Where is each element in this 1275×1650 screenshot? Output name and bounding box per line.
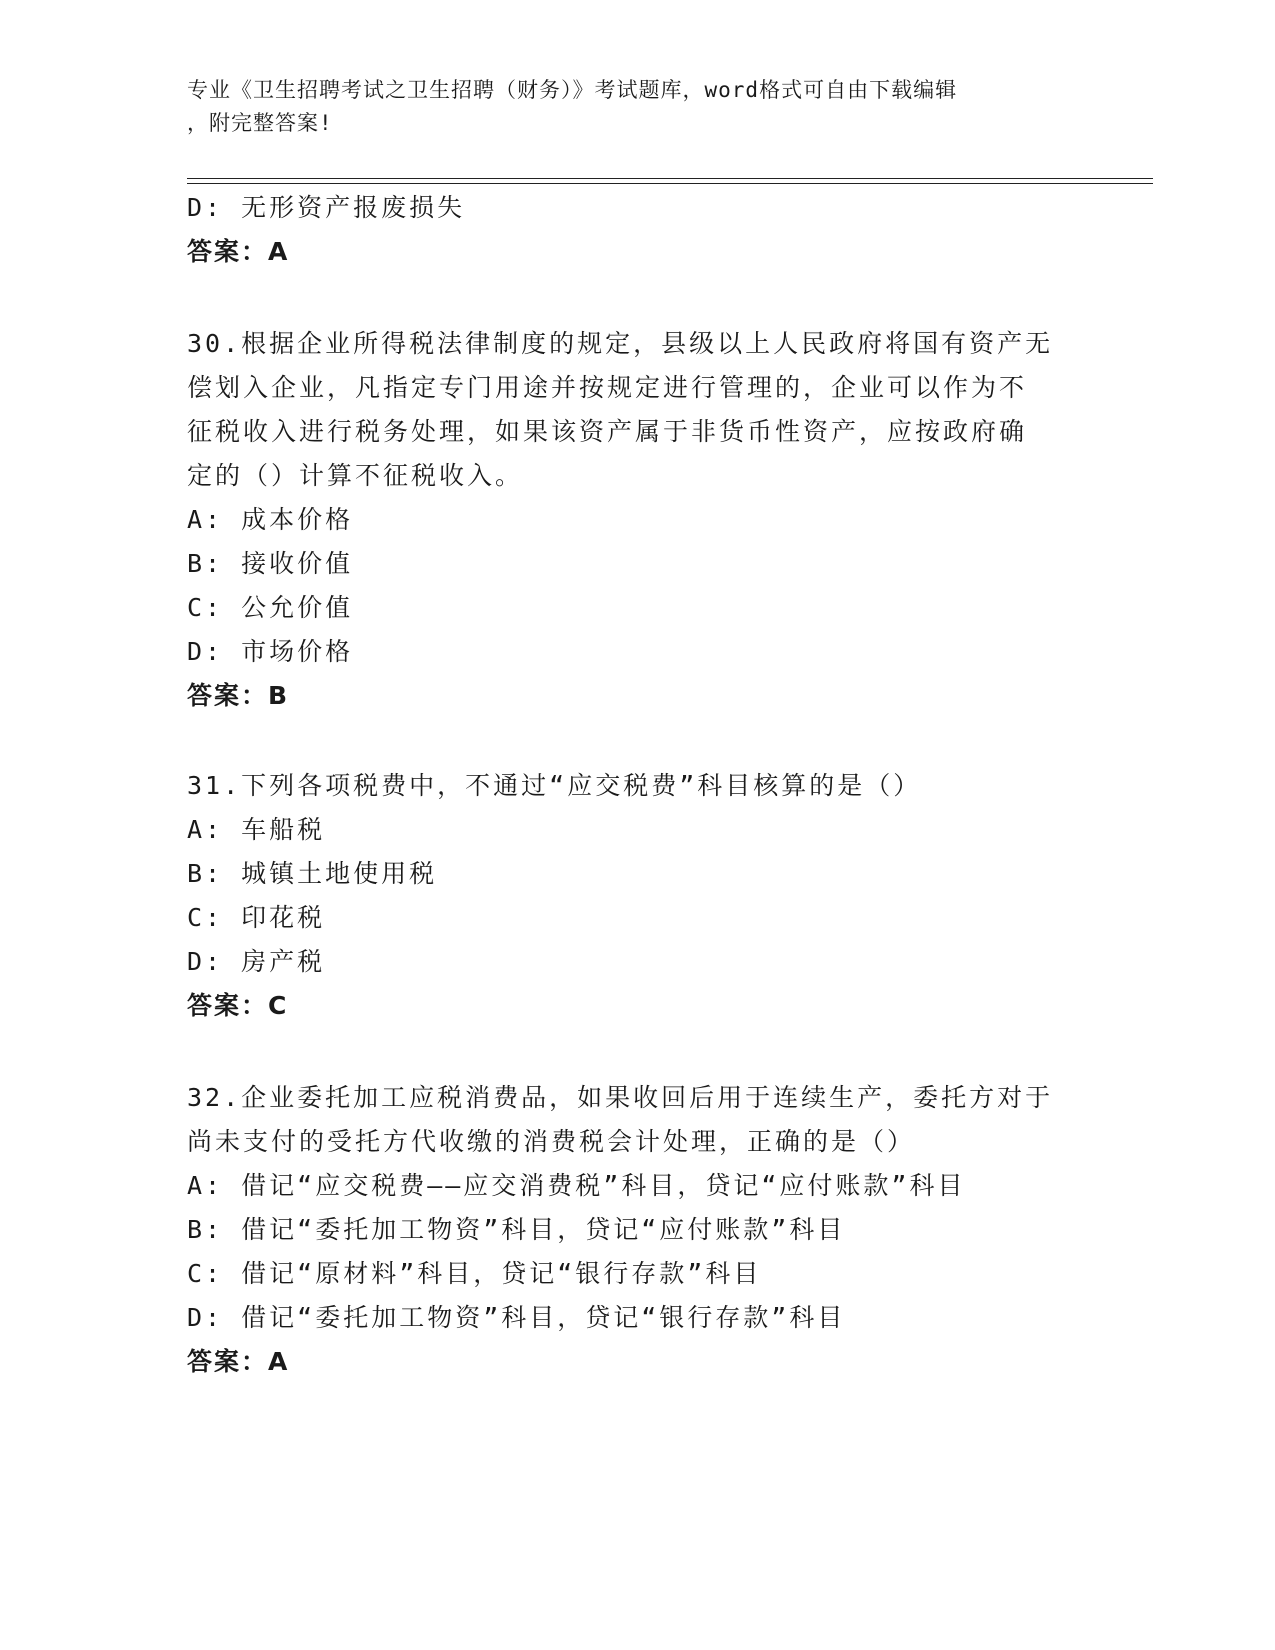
q32-option-b: B: 借记“委托加工物资”科目，贷记“应付账款”科目 [187,1215,846,1244]
header-line-2: ，附完整答案! [187,111,333,135]
q32-stem-line-2: 尚未支付的受托方代收缴的消费税会计处理，正确的是（） [187,1127,916,1156]
q32-stem-line-1: 32.企业委托加工应税消费品，如果收回后用于连续生产，委托方对于 [187,1083,1054,1112]
header-rule-top [187,178,1153,179]
q31-option-d: D: 房产税 [187,947,326,976]
q31-option-a: A: 车船税 [187,815,326,844]
q30-option-d: D: 市场价格 [187,637,354,666]
q32-option-c: C: 借记“原材料”科目，贷记“银行存款”科目 [187,1259,762,1288]
q31-option-c: C: 印花税 [187,903,326,932]
q31-answer: 答案：C [187,991,289,1020]
q30-stem-line-1: 30.根据企业所得税法律制度的规定，县级以上人民政府将国有资产无 [187,329,1054,358]
prev-option-d: D: 无形资产报废损失 [187,193,466,222]
q32-option-d: D: 借记“委托加工物资”科目，贷记“银行存款”科目 [187,1303,846,1332]
prev-answer: 答案：A [187,237,290,266]
q30-option-b: B: 接收价值 [187,549,354,578]
q32-answer: 答案：A [187,1347,290,1376]
q30-option-a: A: 成本价格 [187,505,354,534]
q30-option-c: C: 公允价值 [187,593,354,622]
q30-stem-line-2: 偿划入企业，凡指定专门用途并按规定进行管理的，企业可以作为不 [187,373,1028,402]
q30-answer: 答案：B [187,681,290,710]
q32-option-a: A: 借记“应交税费——应交消费税”科目，贷记“应付账款”科目 [187,1171,966,1200]
header-rule-bottom [187,183,1153,184]
q31-option-b: B: 城镇土地使用税 [187,859,438,888]
header-line-1: 专业《卫生招聘考试之卫生招聘（财务）》考试题库，word格式可自由下载编辑 [187,78,958,102]
q31-stem-line-1: 31.下列各项税费中，不通过“应交税费”科目核算的是（） [187,771,922,800]
document-header [187,74,1067,140]
q30-stem-line-3: 征税收入进行税务处理，如果该资产属于非货币性资产，应按政府确 [187,417,1028,446]
q30-stem-line-4: 定的（）计算不征税收入。 [187,461,524,490]
